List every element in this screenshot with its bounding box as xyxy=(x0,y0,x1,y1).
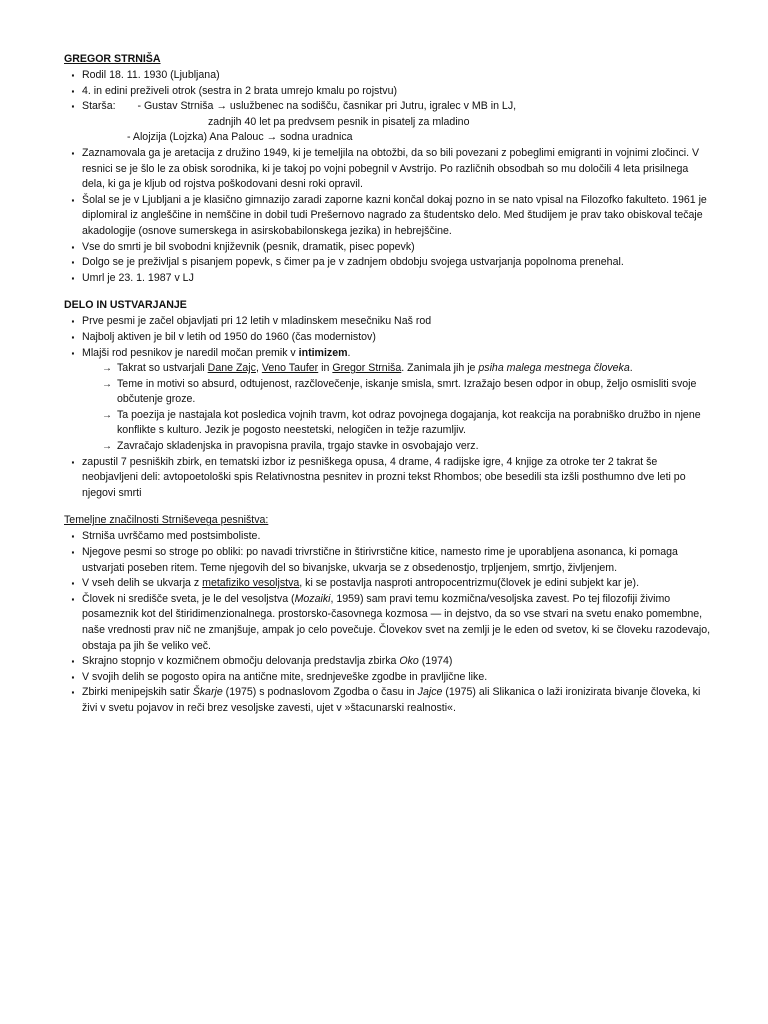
list-item: · Šolal se je v Ljubljani a je klasično gimnazijo zaradi zaporne kazni končal dokaj pozno in se nato vpisal na Filozofko fakulteto. 1961 je diplomiral iz angleščine in nemščine in dobil tudi Prešernovo nagrado za študentsko delo. Med študijem je prav tako obiskoval tečaje akadologije (osnove sumerskega in asirskobabilonskega jezika) in hebrejščine. xyxy=(64,193,714,240)
list-item-intimizem xyxy=(64,346,714,455)
list-item: · Strniša uvrščamo med postsimboliste. xyxy=(64,529,714,545)
list-item-oko: · Skrajno stopnjo v kozmičnem območju delovanja predstavlja zbirka Oko (1974) xyxy=(64,654,714,670)
poet-gregor-strnisa: Gregor Strniša xyxy=(332,362,402,375)
arrow-icon: → xyxy=(102,409,112,421)
poet-veno-taufer: Veno Taufer xyxy=(261,362,319,375)
poet-dane-zajc: Dane Zajc xyxy=(207,362,256,375)
bio-list xyxy=(64,68,714,286)
parents-father-cont: zadnjih 40 let pa predvsem pesnik in pisatelj za mladino xyxy=(208,115,470,128)
list-item-vesolje: · V vseh delih se ukvarja z metafiziko vesoljstva, ki se postavlja nasproti antropocentrizmu(človek je edini subjekt kar je). xyxy=(64,576,714,592)
parents-label: Starša: xyxy=(82,100,116,113)
title-oko: Oko xyxy=(399,655,419,668)
section-title-temeljne-znacilnosti: Temeljne značilnosti Strniševega pesništva: xyxy=(64,514,269,527)
list-item: · Umrl je 23. 1. 1987 v LJ xyxy=(64,271,714,287)
list-item: · Rodil 18. 11. 1930 (Ljubljana) xyxy=(64,68,714,84)
list-item: · zapustil 7 pesniških zbirk, en tematski izbor iz pesniškega opusa, 4 drame, 4 radijske igre, 4 knjige za otroke ter 2 takrat še neobjavljeni deli: avtopoetološki spis Relativnostna pesnitev in prozni tekst Rhombos; obe besedili sta izšli posthumno dve leti po njegovi smrti xyxy=(64,455,714,502)
list-item-satire: · Zbirki menipejskih satir Škarje (1975) s podnaslovom Zgodba o času in Jajce (1975) ali Slikanica o laži ironizirata bivanje človeka, ki živi v svetu pojavov in reči brez vesoljske zavesti, ujet v »štacunarski realnosti«. xyxy=(64,685,714,716)
list-item: · Dolgo se je preživljal s pisanjem popevk, s čimer pa je v zadnjem obdobju svojega ustvarjanja popolnoma prenehal. xyxy=(64,255,714,271)
section-title-delo-in-ustvarjanje: DELO IN USTVARJANJE xyxy=(64,299,187,312)
list-item: · Zaznamovala ga je aretacija z družino 1949, ki je temeljila na obtožbi, da so bili povezani z pobeglimi emigranti in vojnimi zločinci. V resnici se je šlo le za obisk sorodnika, ki je takoj po vojni pobegnil v Avstrijo. Po različnih obsodbah so mu določili 4 leta prisilnega dela, ki ga je kljub od rojstva poškodovani desni roki opravil. xyxy=(64,146,714,193)
arrow-list xyxy=(82,361,714,455)
list-item: · Vse do smrti je bil svobodni književnik (pesnik, dramatik, pisec popevk) xyxy=(64,240,714,256)
arrow-icon: → xyxy=(102,363,112,375)
text-run: Mlajši rod pesnikov je naredil močan premik v xyxy=(82,346,299,359)
metafizika-vesoljstva: metafiziko vesoljstva xyxy=(202,577,300,590)
arrow-item: → Ta poezija je nastajala kot posledica vojnih travm, kot odraz povojnega dogajanja, kot reakcija na porabniško družbo in njene konflikte s kulturo. Jezik je pogosto neestetski, nelogičen in težje razumljiv. xyxy=(102,408,701,437)
parents-father: - Gustav Strniša → uslužbenec na sodišču, časnikar pri Jutru, igralec v MB in LJ, xyxy=(137,100,517,113)
list-item: · V svojih delih se pogosto opira na antične mite, srednjeveške zgodbe in pravljične like. xyxy=(64,670,714,686)
work-list xyxy=(64,314,714,501)
arrow-icon: → xyxy=(102,378,112,390)
arrow-item: → Takrat so ustvarjali Dane Zajc, Veno Taufer in Gregor Strniša. Zanimala jih je psiha malega mestnega človeka. xyxy=(82,361,714,377)
features-list xyxy=(64,529,714,716)
list-item: · Prve pesmi je začel objavljati pri 12 letih v mladinskem mesečniku Naš rod xyxy=(64,314,714,330)
italic-phrase: psiha malega mestnega človeka xyxy=(478,362,630,375)
arrow-item: → Zavračajo skladenjska in pravopisna pravila, trgajo stavke in osvobajajo verz. xyxy=(82,439,714,455)
document-page xyxy=(64,52,714,717)
list-item: · 4. in edini preživeli otrok (sestra in 2 brata umrejo kmalu po rojstvu) xyxy=(64,84,714,100)
arrow-item: → Teme in motivi so absurd, odtujenost, razčlovečenje, iskanje smisla, smrt. Izražajo besen odpor in obup, željo osmisliti svoje občutenje groze. xyxy=(102,377,697,406)
parents-mother: - Alojzija (Lojzka) Ana Palouc → sodna uradnica xyxy=(127,131,353,144)
arrow-icon: → xyxy=(102,441,112,453)
intimizem-bold: intimizem xyxy=(298,346,348,359)
list-item-parents xyxy=(64,99,714,146)
title-mozaiki: Mozaiki xyxy=(294,592,331,605)
section-title-gregor-strnisa: GREGOR STRNIŠA xyxy=(64,53,161,65)
text-run: . xyxy=(347,346,351,359)
title-jajce: Jajce xyxy=(417,686,443,699)
title-skarje: Škarje xyxy=(192,686,223,699)
list-item-clovek: · Človek ni središče sveta, je le del vesoljstva (Mozaiki, 1959) sam pravi temu kozmična/vesoljska zavest. Po tej filozofiji živimo posameznik kot del štiridimenzionalnega. prostorsko-časovnega kozmosa — in dejstvo, da so vse stvari na svetu enako pomembne, naše vrednosti prav nič ne zmanjšuje, ampak jo celo povečuje. Človekov svet na zemlji je le eden od svetov, ki se človeku razodevajo, obstaja pa jih še veliko več. xyxy=(64,592,714,654)
list-item: · Najbolj aktiven je bil v letih od 1950 do 1960 (čas modernistov) xyxy=(64,330,714,346)
list-item: · Njegove pesmi so stroge po obliki: po navadi trivrstične in štirivrstične kitice, namesto rime je uporabljena asonanca, ki pomaga ustvarjati poseben ritem. Teme njegovih del so bivanjske, ukvarja se z obsedenostjo, trpljenjem, smrtjo, življenjem. xyxy=(64,545,714,576)
